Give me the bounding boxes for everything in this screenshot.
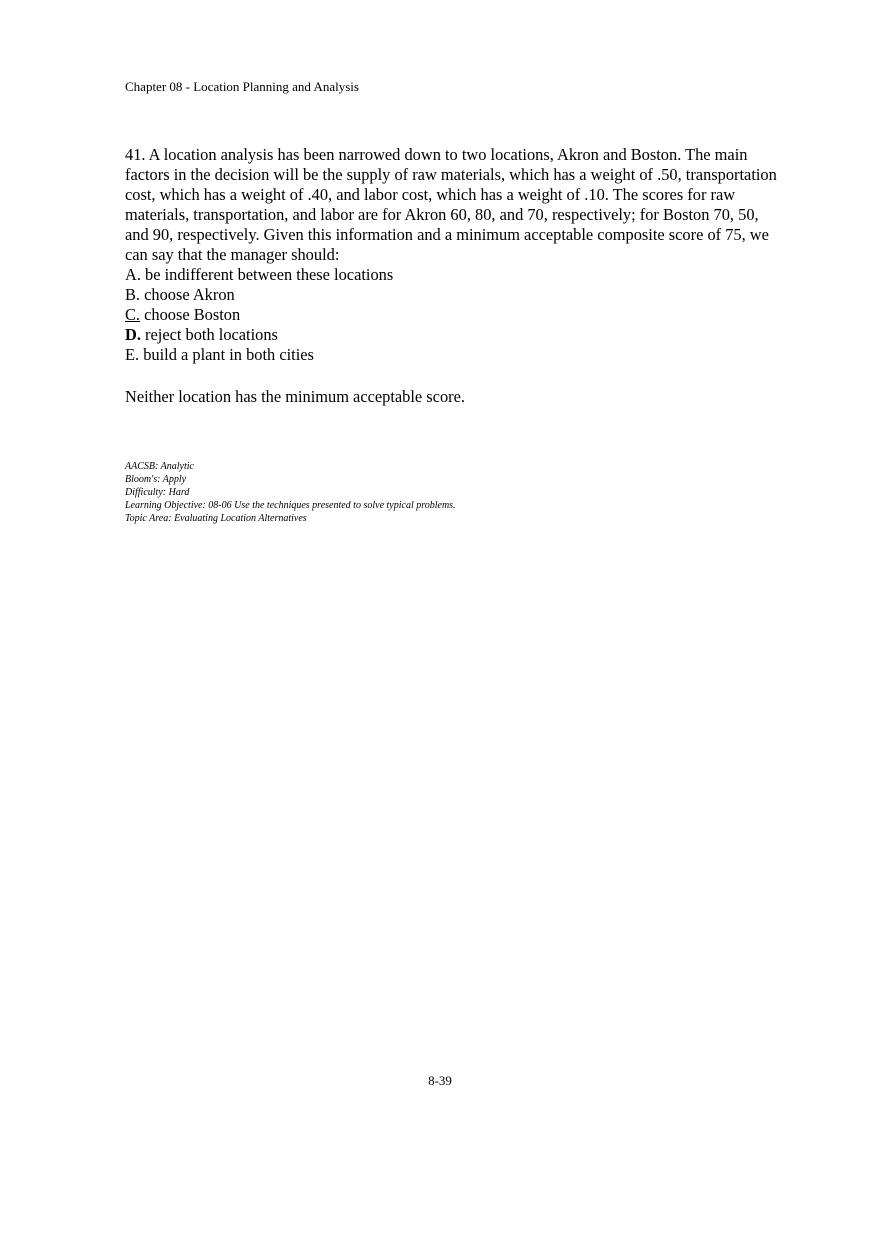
chapter-header: Chapter 08 - Location Planning and Analysis [125,79,359,94]
meta-difficulty: Difficulty: Hard [125,487,190,498]
option-c-text: choose Boston [140,305,241,324]
option-a-letter: A. [125,265,141,284]
option-a [125,265,780,285]
option-a-text: be indifferent between these locations [140,265,394,284]
meta-learning-objective: Learning Objective: 08-06 Use the techniques presented to solve typical problems. [125,500,456,511]
page-number: 8-39 [428,1073,452,1088]
meta-topic-area: Topic Area: Evaluating Location Alternatives [125,513,307,524]
option-d-letter: D. [125,325,141,344]
option-e-letter: E. [125,345,140,364]
option-c [125,305,780,325]
option-b-letter: B. [125,285,141,304]
option-b-text: choose Akron [140,285,235,304]
question-text: 41. A location analysis has been narrowed down to two locations, Akron and Boston. The main factors in the decision will be the supply of raw materials, which has a weight of .50, transportation cost, which has a weight of .40, and labor cost, which has a weight of .10. The scores for raw materials, transportation, and labor are for Akron 60, 80, and 70, respectively; for Boston 70, 50, and 90, respectively. Given this information and a minimum acceptable composite score of 75, we can say that the manager should: [125,145,777,264]
option-d-text: reject both locations [140,325,278,344]
answer-explanation: Neither location has the minimum acceptable score. [125,387,465,406]
question-block [125,145,780,365]
option-b [125,285,780,305]
option-d [125,325,780,345]
question-metadata [125,460,456,525]
meta-aacsb: AACSB: Analytic [125,461,194,472]
option-c-letter: C. [125,305,141,324]
option-e [125,345,780,365]
option-e-text: build a plant in both cities [139,345,314,364]
meta-blooms: Bloom's: Apply [125,474,187,485]
answer-options [125,265,780,365]
